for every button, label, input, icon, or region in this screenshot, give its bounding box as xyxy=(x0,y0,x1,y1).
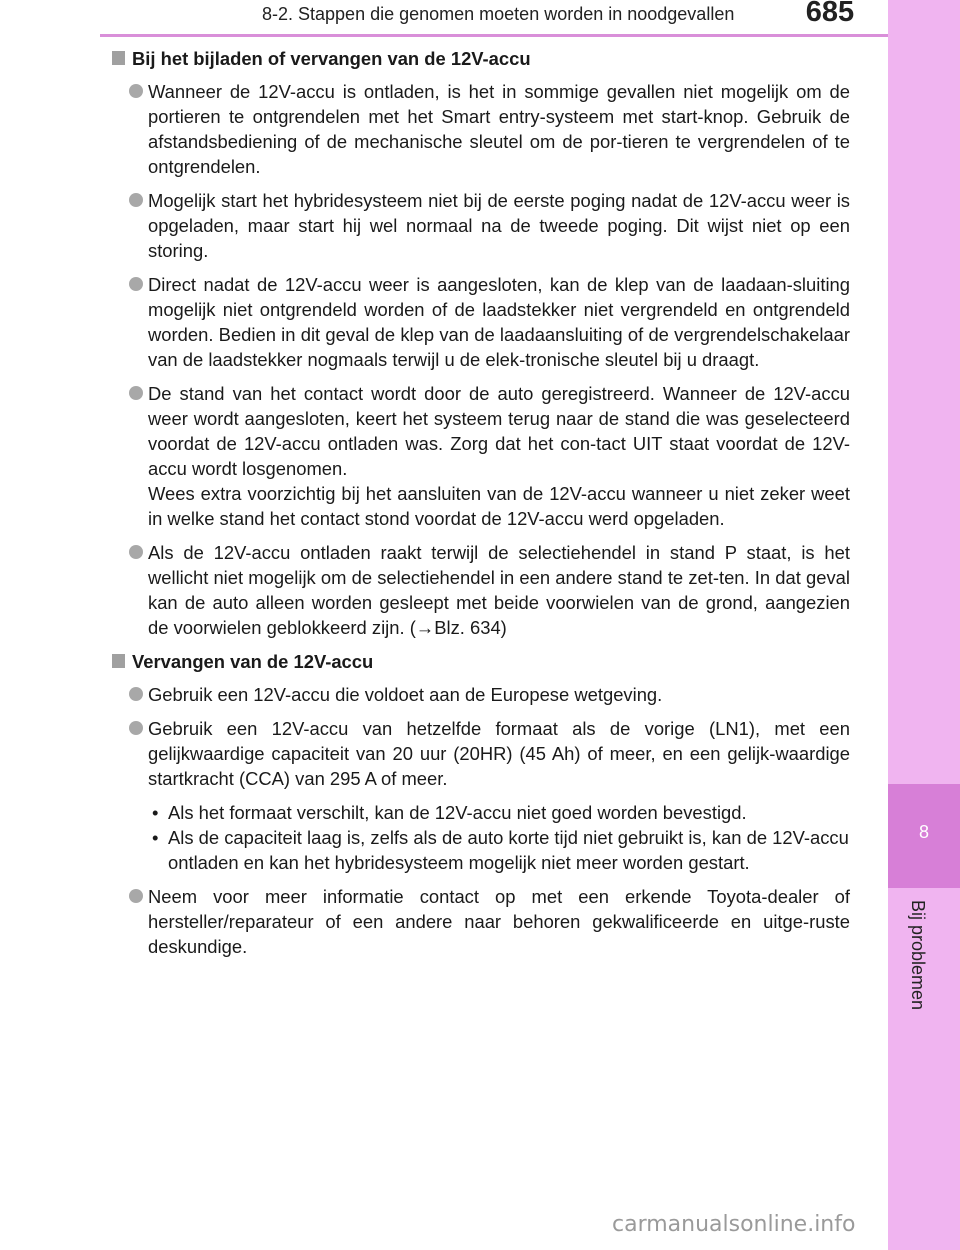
section-title: 8-2. Stappen die genomen moeten worden in noodgevallen xyxy=(262,4,735,24)
sub-list-item xyxy=(148,800,850,825)
section-heading-text: Bij het bijladen of vervangen van de 12V-accu xyxy=(132,48,531,69)
watermark: carmanualsonline.info xyxy=(612,1212,856,1237)
sub-list-item xyxy=(148,825,850,875)
bullet-text: De stand van het contact wordt door de auto geregistreerd. Wanneer de 12V-accu weer wordt aangesloten, keert het systeem terug naar de stand die was geselecteerd voordat de 12V-accu ontladen was. Zorg dat het con-tact UIT staat voordat de 12V-accu wordt losgenomen. xyxy=(148,383,850,479)
square-bullet-icon xyxy=(112,654,125,668)
bullet-item xyxy=(110,188,850,263)
sub-list-text: Als het formaat verschilt, kan de 12V-accu niet goed worden bevestigd. xyxy=(168,802,747,823)
section-heading-text: Vervangen van de 12V-accu xyxy=(132,651,374,672)
circle-bullet-icon xyxy=(129,687,143,701)
bullet-text: Neem voor meer informatie contact op met een erkende Toyota-dealer of hersteller/reparateur of een andere naar behoren gekwalificeerde en uitge-ruste deskundige. xyxy=(148,886,850,957)
square-bullet-icon xyxy=(112,51,125,65)
dot-bullet-icon: • xyxy=(152,827,159,848)
header-rule xyxy=(100,34,888,37)
page-content xyxy=(110,46,850,968)
chapter-number: 8 xyxy=(918,822,929,842)
bullet-text: Als de 12V-accu ontladen raakt terwijl de selectiehendel in stand P staat, is het wellicht niet mogelijk om de selectiehendel in een andere stand te zet-ten. In dat geval kan de auto alleen worden gesleept met beide voorwielen van de grond, aangezien de voorwielen geblokkeerd zijn. (→Blz. 634) xyxy=(148,542,850,638)
circle-bullet-icon xyxy=(129,721,143,735)
side-tab-strip xyxy=(888,0,960,1250)
bullet-item xyxy=(110,540,850,640)
bullet-text: Wanneer de 12V-accu is ontladen, is het in sommige gevallen niet mogelijk om de portieren te ontgrendelen met het Smart entry-systeem met start-knop. Gebruik de afstandsbediening of de mechanische sleutel om de por-tieren te vergrendelen of te ontgrendelen. xyxy=(148,81,850,177)
circle-bullet-icon xyxy=(129,889,143,903)
bullet-item xyxy=(110,682,850,707)
circle-bullet-icon xyxy=(129,386,143,400)
bullet-text: Wees extra voorzichtig bij het aansluiten van de 12V-accu wanneer u niet zeker weet in welke stand het contact stond voordat de 12V-accu werd opgeladen. xyxy=(148,483,850,529)
dot-bullet-icon: • xyxy=(152,802,159,823)
bullet-text: Direct nadat de 12V-accu weer is aangesloten, kan de klep van de laadaan-sluiting mogelijk niet ontgrendeld worden of de laadstekker niet vergrendeld en ontgrendeld worden. Bedien in dit geval de klep van de laadaansluiting of de vergrendelschakelaar van de laadstekker nogmaals terwijl u de elek-tronische sleutel bij u draagt. xyxy=(148,274,850,370)
bullet-text: Gebruik een 12V-accu die voldoet aan de Europese wetgeving. xyxy=(148,684,663,705)
circle-bullet-icon xyxy=(129,84,143,98)
chapter-label: Bij problemen xyxy=(908,900,928,1011)
sub-list xyxy=(148,800,850,875)
section-heading xyxy=(110,46,850,71)
circle-bullet-icon xyxy=(129,193,143,207)
circle-bullet-icon xyxy=(129,277,143,291)
bullet-text: Gebruik een 12V-accu van hetzelfde formaat als de vorige (LN1), met een gelijkwaardige capaciteit van 20 uur (20HR) (45 Ah) of meer, en een gelijk-waardige startkracht (CCA) van 295 A of meer. xyxy=(148,718,850,789)
circle-bullet-icon xyxy=(129,545,143,559)
bullet-text: Mogelijk start het hybridesysteem niet bij de eerste poging nadat de 12V-accu weer is opgeladen, maar start hij wel normaal na de tweede poging. Dit wijst niet op een storing. xyxy=(148,190,850,261)
bullet-item xyxy=(110,716,850,791)
section-heading xyxy=(110,649,850,674)
bullet-item xyxy=(110,381,850,531)
page-number: 685 xyxy=(785,0,875,34)
bullet-item xyxy=(110,884,850,959)
bullet-item xyxy=(110,79,850,179)
sub-list-text: Als de capaciteit laag is, zelfs als de auto korte tijd niet gebruikt is, kan de 12V-accu ontladen en kan het hybridesysteem mogelijk niet meer worden gestart. xyxy=(168,827,849,873)
bullet-item xyxy=(110,272,850,372)
